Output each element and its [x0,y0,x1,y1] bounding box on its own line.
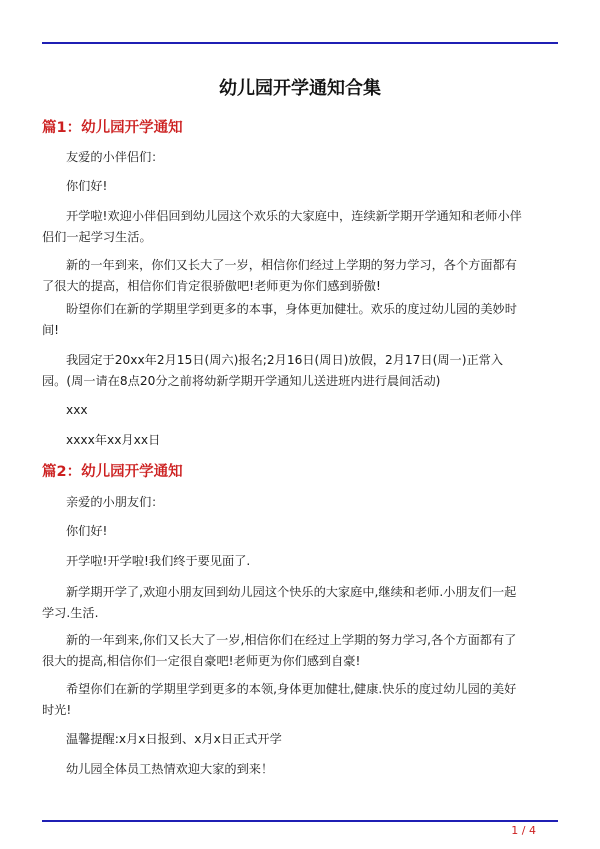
signature-date: xxxx年xx月xx日 [66,433,161,447]
section-heading-2: 篇2：幼儿园开学通知 [42,464,183,480]
header-rule [42,42,558,44]
paragraph: 幼儿园全体员工热情欢迎大家的到来！ [66,762,274,776]
paragraph: 新的一年到来,你们又长大了一岁,相信你们在经过上学期的努力学习,各个方面都有了很大的提高,相信你们一定很自豪吧!老师更为你们感到自豪! [42,633,517,668]
section-heading-1: 篇1：幼儿园开学通知 [42,120,183,136]
paragraph: 开学啦!欢迎小伴侣回到幼儿园这个欢乐的大家庭中，连续新学期开学通知和老师小伴侣们一起学习生活。 [42,209,522,244]
paragraph: 温馨提醒:x月x日报到、x月x日正式开学 [66,732,282,746]
paragraph: 新学期开学了,欢迎小朋友回到幼儿园这个快乐的大家庭中,继续和老师.小朋友们一起学习.生活. [42,585,517,620]
paragraph: 开学啦!开学啦!我们终于要见面了. [66,554,251,568]
paragraph: 你们好! [66,179,108,193]
footer-rule [42,820,558,822]
paragraph: 新的一年到来，你们又长大了一岁，相信你们经过上学期的努力学习，各个方面都有了很大的提高，相信你们肯定很骄傲吧!老师更为你们感到骄傲! [42,258,517,293]
paragraph: 我园定于20xx年2月15日(周六)报名;2月16日(周日)放假，2月17日(周一)正常入园。(周一请在8点20分之前将幼新学期开学通知儿送进班内进行晨间活动) [42,353,504,388]
paragraph: 希望你们在新的学期里学到更多的本领,身体更加健壮,健康.快乐的度过幼儿园的美好时光! [42,682,517,717]
document-title: 幼儿园开学通知合集 [219,78,381,99]
paragraph: 你们好! [66,524,108,538]
paragraph: xxx [66,403,88,417]
paragraph: 盼望你们在新的学期里学到更多的本事，身体更加健壮。欢乐的度过幼儿园的美妙时间! [42,302,517,337]
paragraph: 亲爱的小朋友们： [66,495,164,509]
page-indicator: 1 / 4 [511,824,536,837]
paragraph: 友爱的小伴侣们： [66,150,164,164]
